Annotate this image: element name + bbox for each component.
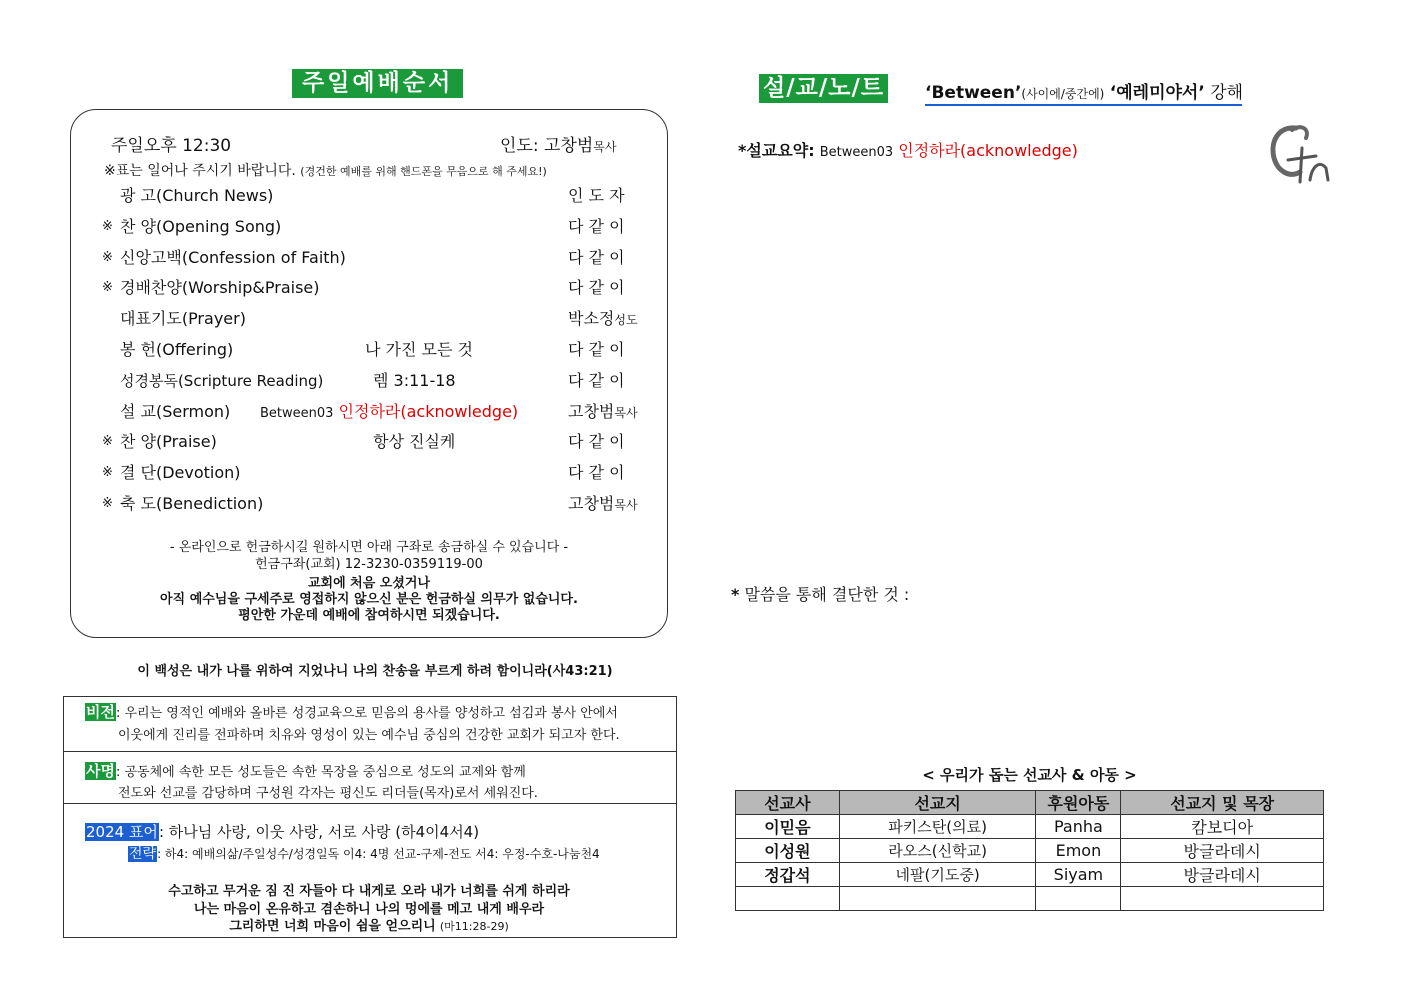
standing-mark: ※ [102,496,113,511]
table-cell [1121,887,1324,911]
table-cell: Emon [1036,839,1121,863]
mission-text-1: : 공동체에 속한 모든 성도들은 속한 목장을 중심으로 성도의 교제와 함께 [115,765,526,780]
leader-name: 고창범 [568,494,615,513]
visitor-note-2: 아직 예수님을 구세주로 영접하지 않으신 분은 헌금하실 의무가 없습니다. [160,592,578,607]
table-row [736,815,1324,839]
order-item-leader [568,336,625,365]
sermon-series: Between03 [260,405,334,421]
order-row [102,213,662,241]
vision-line-2: 이웃에게 진리를 전파하며 치유와 영성이 있는 예수님 중심의 건강한 교회가 되고자 한다. [118,728,620,743]
table-cell: 파키스탄(의료) [839,815,1036,839]
church-logo-icon [1266,120,1336,190]
vision-line-1 [85,701,618,722]
standing-mark: ※ [102,280,113,296]
order-item-detail: 렘 3:11-18 [373,370,456,390]
order-item-leader [568,213,625,242]
standing-mark: ※ [102,434,113,450]
order-item-name: 설 교(Sermon) [120,401,231,421]
closing-verse-3 [63,915,675,934]
leader-name: 다 같 이 [568,278,625,298]
mission-line-1 [85,760,526,781]
mission-line-2: 전도와 선교를 감당하며 구성원 각자는 평신도 리더들(목자)로서 세워진다. [118,786,538,801]
order-item-name: 성경봉독(Scripture Reading) [120,371,324,390]
leader-suffix: 성도 [614,313,638,328]
missions-table [735,790,1324,911]
order-row [102,182,662,210]
resolution-label: 말씀을 통해 결단한 것 : [744,585,910,604]
order-item-leader [568,428,625,457]
table-cell: Panha [1036,815,1121,839]
leader-suffix: 목사 [614,498,638,512]
order-item-leader [568,459,625,488]
standing-note [104,160,547,180]
sermon-summary: *설교요약: Between03 인정하라(acknowledge) [738,141,1078,160]
account-info: 헌금구좌(교회) 12-3230-0359119-00 [255,557,483,572]
order-item-leader [568,244,625,273]
goal-label: 2024 표어 [86,823,158,841]
worship-order-title: 주일예배순서 [292,69,463,98]
table-header-cell: 선교지 및 목장 [1121,791,1324,815]
order-row [102,459,662,487]
strategy-line [128,843,600,863]
order-row [102,274,662,302]
table-cell: 캄보디아 [1121,815,1324,839]
order-item-name: 신앙고백(Confession of Faith) [120,247,346,267]
order-item-leader [568,274,625,303]
order-item-name: 축 도(Benediction) [120,494,264,513]
standing-mark: ※ [102,218,113,234]
strategy-text: : 하4: 예배의삶/주일성수/성경일독 이4: 4명 선교-구제-전도 서4: 우정-수호-나눔천4 [157,847,600,861]
leader-name: 박소정 [568,309,615,329]
order-row [102,428,662,456]
order-item-name: 찬 양(Praise) [120,432,217,452]
table-row [736,887,1324,911]
divider [64,751,676,752]
closing-verse-2: 나는 마음이 온유하고 겸손하니 나의 멍에를 메고 내게 배우라 [193,902,545,917]
online-note: - 온라인으로 헌금하시길 원하시면 아래 구좌로 송금하실 수 있습니다 - [169,540,569,555]
series-title [925,78,1243,103]
visitor-note-1: 교회에 처음 오셨거나 [307,576,431,591]
leader-title: 목사 [593,140,617,154]
leader-name: 다 같 이 [568,370,625,390]
order-item-leader [568,398,638,427]
table-header-row [736,791,1324,815]
table-header-cell: 후원아동 [1036,791,1121,815]
leader-suffix: 목사 [614,405,638,420]
goal-line [85,821,479,842]
closing-verse-3-text: 그리하면 너희 마음이 쉼을 얻으리니 [229,919,436,934]
table-header-cell: 선교사 [736,791,840,815]
leader-name: 고창범 [568,401,615,421]
table-cell: 이성원 [736,839,840,863]
order-item-name: 결 단(Devotion) [120,463,241,483]
order-item-leader [568,305,638,334]
series-underline [925,104,1242,106]
order-item-detail: 항상 진실케 [373,432,456,452]
order-item-detail: 나 가진 모든 것 [365,340,473,359]
order-row [102,336,662,364]
order-item-leader [568,182,625,211]
series-suffix: 강해 [1210,83,1244,103]
closing-verse-1: 수고하고 무거운 짐 진 자들아 다 내게로 오라 내가 너희를 쉬게 하리라 [168,884,570,899]
vision-text-1: : 우리는 영적인 예배와 올바른 성경교육으로 믿음의 용사를 양성하고 섬김과 봉사 안에서 [115,706,618,721]
order-item-name: 봉 헌(Offering) [120,340,234,359]
table-cell: 방글라데시 [1121,839,1324,863]
service-leader [500,131,616,156]
table-cell: 네팔(기도중) [839,863,1036,887]
summary-label: 설교요약: [746,141,815,160]
order-item-name: 경배찬양(Worship&Praise) [120,278,320,298]
missions-title: < 우리가 돕는 선교사 & 아동 > [922,766,1137,784]
church-verse: 이 백성은 내가 나를 위하여 지었나니 나의 찬송을 부르게 하려 함이니라(사43:21) [137,664,613,679]
order-item-name: 찬 양(Opening Song) [120,216,282,236]
order-row [102,490,662,518]
series-book: ‘예레미야서’ [1109,83,1205,103]
mission-label: 사명 [86,762,115,780]
leader-name: 다 같 이 [568,247,625,267]
order-item-name: 대표기도(Prayer) [120,309,246,329]
series-paren: (사이에/중간에) [1021,87,1105,101]
order-row [102,367,662,395]
leader-name: 다 같 이 [568,216,625,236]
leader-name: 다 같 이 [568,432,625,452]
order-item-name: 광 고(Church News) [120,186,274,205]
table-cell [736,887,840,911]
note-main: ※표는 일어나 주시기 바랍니다. [104,163,296,179]
visitor-note-3: 평안한 가운데 예배에 참여하시면 되겠습니다. [238,608,500,623]
goal-text: : 하나님 사랑, 이웃 사랑, 서로 사랑 (하4이4서4) [158,823,480,841]
table-cell: 이믿음 [736,815,840,839]
table-cell: 정갑석 [736,863,840,887]
closing-verse-ref: (마11:28-29) [439,920,509,933]
sermon-note-title: 설/교/노/트 [759,74,888,103]
leader-label: 인도: 고창범 [500,136,594,156]
service-time: 주일오후 12:30 [111,136,232,156]
table-cell: Siyam [1036,863,1121,887]
order-item-leader [568,367,625,396]
table-cell: 라오스(신학교) [839,839,1036,863]
strategy-label: 전략 [129,846,157,862]
note-sub: (경건한 예배를 위해 핸드폰을 무음으로 해 주세요!) [300,165,547,178]
table-row [736,863,1324,887]
table-cell: 방글라데시 [1121,863,1324,887]
table-cell [1036,887,1121,911]
standing-mark: ※ [102,249,113,265]
table-header-cell: 선교지 [839,791,1036,815]
order-row [102,244,662,272]
order-item-leader [568,490,638,519]
summary-series: Between03 [819,145,894,160]
leader-name: 인 도 자 [568,186,625,205]
leader-name: 다 같 이 [568,463,625,483]
divider [64,803,676,804]
sermon-title: 인정하라(acknowledge) [338,401,519,421]
order-row [102,398,662,426]
leader-name: 다 같 이 [568,340,625,359]
summary-title: 인정하라(acknowledge) [898,141,1078,160]
vision-label: 비전 [86,703,115,721]
standing-mark: ※ [102,465,113,481]
resolution-prompt: * 말씀을 통해 결단한 것 : [731,585,910,604]
sermon-detail [260,398,518,428]
table-cell [839,887,1036,911]
order-row [102,305,662,333]
table-row [736,839,1324,863]
series-en: ‘Between’ [925,83,1022,103]
